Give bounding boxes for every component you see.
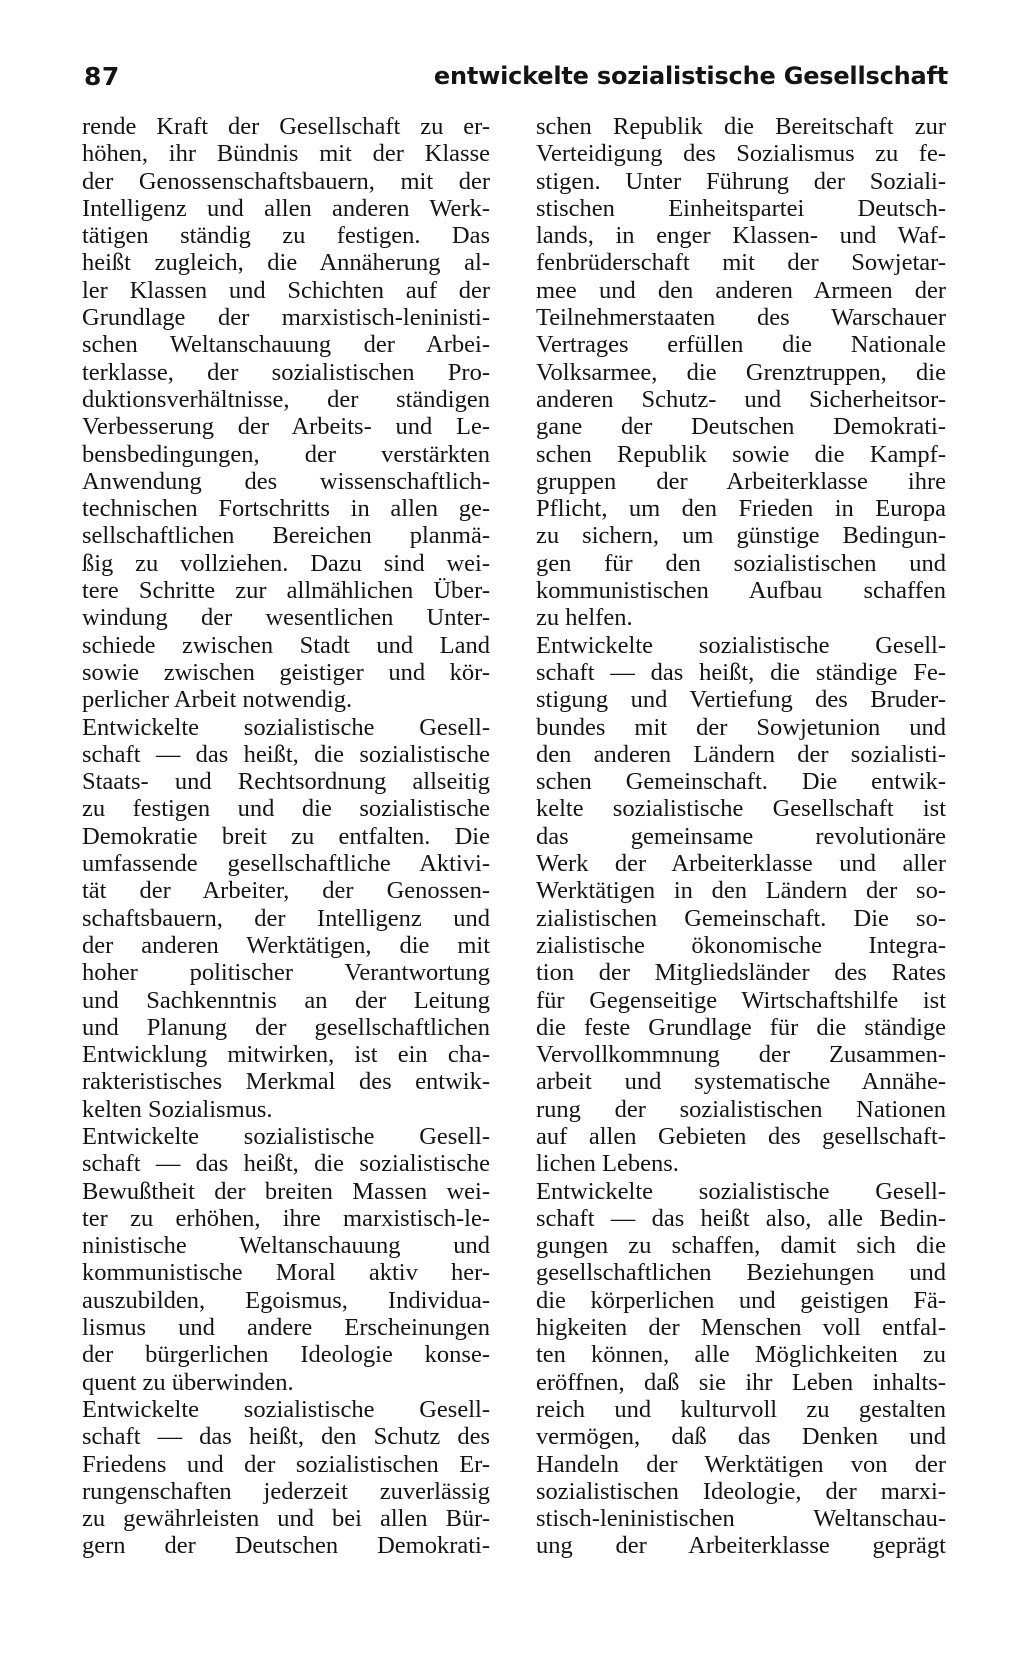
text-line: zu helfen. xyxy=(536,604,633,632)
text-line: quent zu überwinden. xyxy=(82,1368,294,1396)
text-line: schaftsbauern, der Intelligenz und xyxy=(82,904,490,932)
text-line: ung der Arbeiterklasse geprägt xyxy=(536,1532,946,1560)
text-line: stigen. Unter Führung der Soziali- xyxy=(536,167,946,195)
text-line: arbeit und systematische Annähe- xyxy=(536,1068,946,1096)
text-line: Friedens und der sozialistischen Er- xyxy=(82,1450,490,1478)
text-line: umfassende gesellschaftliche Aktivi- xyxy=(82,850,490,878)
text-line: und Planung der gesellschaftlichen xyxy=(82,1013,490,1041)
text-line: ten können, alle Möglichkeiten zu xyxy=(536,1341,946,1369)
text-line: schiede zwischen Stadt und Land xyxy=(82,631,490,659)
text-line: die feste Grundlage für die ständige xyxy=(536,1013,946,1041)
text-line: ler Klassen und Schichten auf der xyxy=(82,276,490,304)
text-line: Vervollkommnung der Zusammen- xyxy=(536,1041,946,1069)
text-line: tere Schritte zur allmählichen Über- xyxy=(82,577,490,605)
text-line: kommunistische Moral aktiv her- xyxy=(82,1259,490,1287)
text-line: gungen zu schaffen, damit sich die xyxy=(536,1232,946,1260)
text-line: zu festigen und die sozialistische xyxy=(82,795,490,823)
text-line: rakteristisches Merkmal des entwik- xyxy=(82,1068,490,1096)
text-line: für Gegenseitige Wirtschaftshilfe ist xyxy=(536,986,946,1014)
text-line: zialistischen Gemeinschaft. Die so- xyxy=(536,904,946,932)
text-line: eröffnen, daß sie ihr Leben inhalts- xyxy=(536,1368,946,1396)
text-line: tion der Mitgliedsländer des Rates xyxy=(536,959,946,987)
text-line: gesellschaftlichen Beziehungen und xyxy=(536,1259,946,1287)
text-line: lands, in enger Klassen- und Waf- xyxy=(536,222,946,250)
text-line: tät der Arbeiter, der Genossen- xyxy=(82,877,490,905)
text-line: hoher politischer Verantwortung xyxy=(82,959,490,987)
text-line: schen Gemeinschaft. Die entwik- xyxy=(536,768,946,796)
text-line: anderen Schutz- und Sicherheitsor- xyxy=(536,385,946,413)
text-line: auf allen Gebieten des gesellschaft- xyxy=(536,1122,946,1150)
text-line: heißt zugleich, die Annäherung al- xyxy=(82,249,490,277)
text-line: duktionsverhältnisse, der ständigen xyxy=(82,385,490,413)
text-line: auszubilden, Egoismus, Individua- xyxy=(82,1286,490,1314)
text-line: vermögen, daß das Denken und xyxy=(536,1423,946,1451)
text-line: Vertrages erfüllen die Nationale xyxy=(536,331,946,359)
text-line: ninistische Weltanschauung und xyxy=(82,1232,490,1260)
page-number: 87 xyxy=(84,62,120,91)
text-line: fenbrüderschaft mit der Sowjetar- xyxy=(536,249,946,277)
text-line: kelte sozialistische Gesellschaft ist xyxy=(536,795,946,823)
text-line: kelten Sozialismus. xyxy=(82,1095,273,1123)
text-line: Werk der Arbeiterklasse und aller xyxy=(536,850,946,878)
text-line: der bürgerlichen Ideologie konse- xyxy=(82,1341,490,1369)
text-line: technischen Fortschritts in allen ge- xyxy=(82,495,490,523)
text-line: schen Weltanschauung der Arbei- xyxy=(82,331,490,359)
text-line: Entwickelte sozialistische Gesell- xyxy=(536,631,946,659)
text-line: lichen Lebens. xyxy=(536,1150,679,1178)
text-line: Demokratie breit zu entfalten. Die xyxy=(82,822,490,850)
text-line: tätigen ständig zu festigen. Das xyxy=(82,222,490,250)
text-line: Volksarmee, die Grenztruppen, die xyxy=(536,358,946,386)
text-line: reich und kulturvoll zu gestalten xyxy=(536,1395,946,1423)
text-line: Entwickelte sozialistische Gesell- xyxy=(82,1122,490,1150)
text-line: schaft — das heißt, die sozialistische xyxy=(82,1150,490,1178)
text-line: schaft — das heißt also, alle Bedin- xyxy=(536,1204,946,1232)
text-column-left xyxy=(82,113,490,1560)
text-line: schaft — das heißt, den Schutz des xyxy=(82,1423,490,1451)
text-line: Anwendung des wissenschaftlich- xyxy=(82,467,490,495)
text-line: das gemeinsame revolutionäre xyxy=(536,822,946,850)
text-line: sozialistischen Ideologie, der marxi- xyxy=(536,1477,946,1505)
text-line: schen Republik die Bereitschaft zur xyxy=(536,113,946,140)
text-line: rende Kraft der Gesellschaft zu er- xyxy=(82,113,490,140)
text-line: Verteidigung des Sozialismus zu fe- xyxy=(536,140,946,168)
text-line: zu sichern, um günstige Bedingun- xyxy=(536,522,946,550)
text-line: stischen Einheitspartei Deutsch- xyxy=(536,194,946,222)
text-line: Entwickelte sozialistische Gesell- xyxy=(82,713,490,741)
text-line: ßig zu vollziehen. Dazu sind wei- xyxy=(82,549,490,577)
text-line: bensbedingungen, der verstärkten xyxy=(82,440,490,468)
text-line: sowie zwischen geistiger und kör- xyxy=(82,658,490,686)
text-line: sellschaftlichen Bereichen planmä- xyxy=(82,522,490,550)
text-line: gruppen der Arbeiterklasse ihre xyxy=(536,467,946,495)
text-line: mee und den anderen Armeen der xyxy=(536,276,946,304)
page-header xyxy=(84,62,948,98)
text-line: higkeiten der Menschen voll entfal- xyxy=(536,1314,946,1342)
text-line: rungenschaften jederzeit zuverlässig xyxy=(82,1477,490,1505)
text-line: stisch-leninistischen Weltanschau- xyxy=(536,1505,946,1533)
text-line: kommunistischen Aufbau schaffen xyxy=(536,577,946,605)
text-line: Teilnehmerstaaten des Warschauer xyxy=(536,304,946,332)
text-line: rung der sozialistischen Nationen xyxy=(536,1095,946,1123)
text-line: Verbesserung der Arbeits- und Le- xyxy=(82,413,490,441)
text-line: Bewußtheit der breiten Massen wei- xyxy=(82,1177,490,1205)
text-line: Entwickelte sozialistische Gesell- xyxy=(82,1395,490,1423)
text-line: die körperlichen und geistigen Fä- xyxy=(536,1286,946,1314)
text-line: perlicher Arbeit notwendig. xyxy=(82,686,353,714)
text-line: Werktätigen in den Ländern der so- xyxy=(536,877,946,905)
text-line: der anderen Werktätigen, die mit xyxy=(82,931,490,959)
text-line: Handeln der Werktätigen von der xyxy=(536,1450,946,1478)
text-line: stigung und Vertiefung des Bruder- xyxy=(536,686,946,714)
text-line: gane der Deutschen Demokrati- xyxy=(536,413,946,441)
text-line: gern der Deutschen Demokrati- xyxy=(82,1532,490,1560)
text-line: windung der wesentlichen Unter- xyxy=(82,604,490,632)
text-line: gen für den sozialistischen und xyxy=(536,549,946,577)
text-line: zialistische ökonomische Integra- xyxy=(536,931,946,959)
text-column-right xyxy=(536,113,946,1560)
text-line: schen Republik sowie die Kampf- xyxy=(536,440,946,468)
text-line: höhen, ihr Bündnis mit der Klasse xyxy=(82,140,490,168)
text-line: terklasse, der sozialistischen Pro- xyxy=(82,358,490,386)
text-line: schaft — das heißt, die ständige Fe- xyxy=(536,658,946,686)
text-line: ter zu erhöhen, ihre marxistisch-le- xyxy=(82,1204,490,1232)
running-head: entwickelte sozialistische Gesellschaft xyxy=(433,62,948,90)
text-line: schaft — das heißt, die sozialistische xyxy=(82,740,490,768)
text-line: Intelligenz und allen anderen Werk- xyxy=(82,194,490,222)
text-line: den anderen Ländern der sozialisti- xyxy=(536,740,946,768)
text-line: bundes mit der Sowjetunion und xyxy=(536,713,946,741)
text-line: der Genossenschaftsbauern, mit der xyxy=(82,167,490,195)
text-line: zu gewährleisten und bei allen Bür- xyxy=(82,1505,490,1533)
text-line: Staats- und Rechtsordnung allseitig xyxy=(82,768,490,796)
text-line: lismus und andere Erscheinungen xyxy=(82,1314,490,1342)
text-line: Grundlage der marxistisch-leninisti- xyxy=(82,304,490,332)
text-line: und Sachkenntnis an der Leitung xyxy=(82,986,490,1014)
text-line: Entwickelte sozialistische Gesell- xyxy=(536,1177,946,1205)
text-line: Entwicklung mitwirken, ist ein cha- xyxy=(82,1041,490,1069)
text-line: Pflicht, um den Frieden in Europa xyxy=(536,495,946,523)
